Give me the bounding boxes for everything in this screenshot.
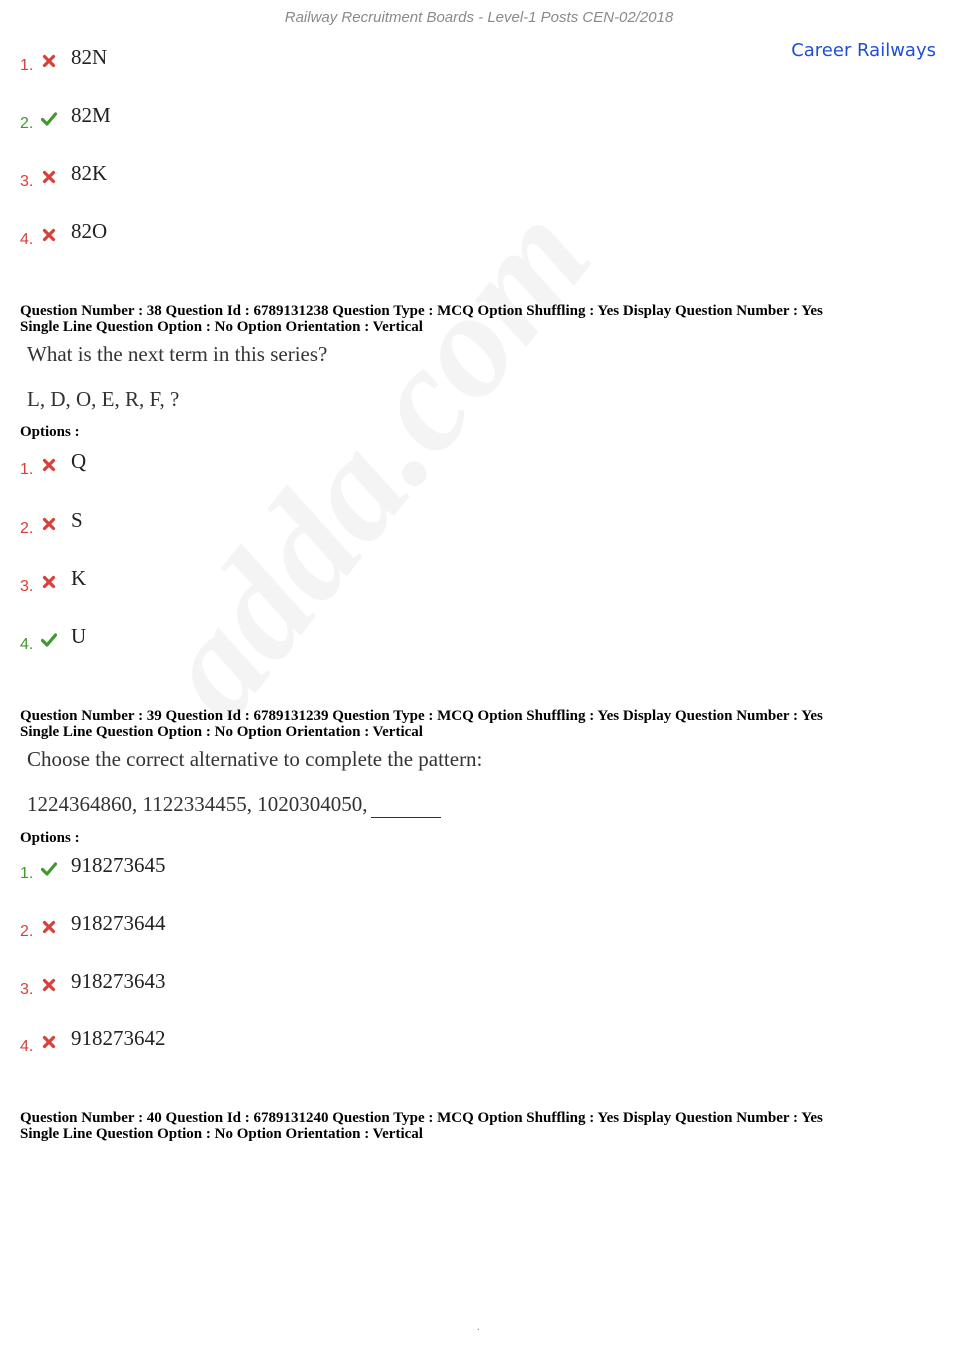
q39-series: 1224364860, 1122334455, 1020304050,: [27, 792, 368, 816]
q38-option-4: [20, 624, 420, 656]
q38-question: What is the next term in this series?: [27, 342, 328, 366]
option-number: 4.: [20, 1038, 34, 1055]
q39-option-1: [20, 853, 420, 885]
meta-line: Question Number : 38 Question Id : 6789131238 Question Type : MCQ Option Shuffling : Yes Display Question Number : Yes: [20, 303, 823, 319]
q39-option-3: [20, 969, 420, 1001]
cross-icon: [41, 227, 57, 243]
q38-metadata: [20, 303, 940, 335]
cross-icon: [41, 574, 57, 590]
option-text: 918273642: [71, 1026, 166, 1050]
option-number: 1.: [20, 865, 34, 882]
check-icon: [41, 111, 57, 127]
q37-option-1: [20, 45, 420, 77]
q37-option-3: [20, 161, 420, 193]
cross-icon: [41, 1034, 57, 1050]
option-text: 918273643: [71, 969, 166, 993]
option-number: 2.: [20, 115, 34, 132]
check-icon: [41, 861, 57, 877]
meta-line: Question Number : 39 Question Id : 6789131239 Question Type : MCQ Option Shuffling : Yes Display Question Number : Yes: [20, 708, 823, 724]
page-header: Railway Recruitment Boards - Level-1 Posts CEN-02/2018: [284, 9, 674, 26]
option-text: 918273645: [71, 853, 166, 877]
q39-option-4: [20, 1026, 420, 1058]
option-number: 3.: [20, 173, 34, 190]
option-text: U: [71, 624, 87, 648]
cross-icon: [41, 516, 57, 532]
footer-dot: .: [477, 1322, 480, 1333]
cross-icon: [41, 457, 57, 473]
option-text: 82N: [71, 45, 108, 69]
q39-option-2: [20, 911, 420, 943]
answer-blank: [371, 792, 441, 818]
meta-line: Single Line Question Option : No Option Orientation : Vertical: [20, 319, 423, 335]
q38-series: L, D, O, E, R, F, ?: [27, 387, 180, 411]
cross-icon: [41, 53, 57, 69]
option-text: 82K: [71, 161, 108, 185]
option-text: K: [71, 566, 87, 590]
q38-options-label: Options :: [20, 424, 80, 440]
brand-label: Career Railways: [791, 40, 936, 61]
meta-line: Single Line Question Option : No Option Orientation : Vertical: [20, 724, 423, 740]
option-number: 1.: [20, 461, 34, 478]
q39-question: Choose the correct alternative to complete the pattern:: [27, 747, 483, 771]
q38-option-1: [20, 449, 420, 481]
option-number: 2.: [20, 923, 34, 940]
q39-series-line: [27, 792, 441, 818]
option-text: Q: [71, 449, 87, 473]
option-number: 4.: [20, 636, 34, 653]
option-number: 2.: [20, 520, 34, 537]
q38-option-2: [20, 508, 420, 540]
q39-options-label: Options :: [20, 830, 80, 846]
q37-option-2: [20, 103, 420, 135]
option-number: 3.: [20, 981, 34, 998]
option-number: 3.: [20, 578, 34, 595]
q39-metadata: [20, 708, 940, 740]
q37-option-4: [20, 219, 420, 251]
check-icon: [41, 632, 57, 648]
option-text: 82O: [71, 219, 108, 243]
option-number: 4.: [20, 231, 34, 248]
option-text: 918273644: [71, 911, 166, 935]
q40-metadata: [20, 1110, 940, 1142]
cross-icon: [41, 919, 57, 935]
q38-option-3: [20, 566, 420, 598]
cross-icon: [41, 977, 57, 993]
cross-icon: [41, 169, 57, 185]
option-text: S: [71, 508, 83, 532]
meta-line: Single Line Question Option : No Option Orientation : Vertical: [20, 1126, 423, 1142]
option-text: 82M: [71, 103, 111, 127]
meta-line: Question Number : 40 Question Id : 6789131240 Question Type : MCQ Option Shuffling : Yes Display Question Number : Yes: [20, 1110, 823, 1126]
option-number: 1.: [20, 57, 34, 74]
